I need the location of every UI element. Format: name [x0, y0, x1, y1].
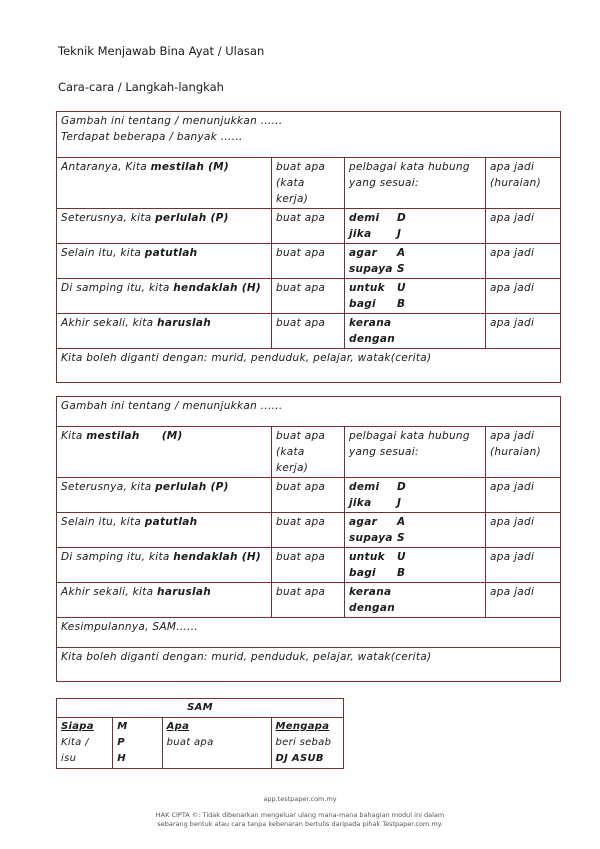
note-cell: Kita boleh diganti dengan: murid, penduduk, pelajar, watak(cerita): [57, 349, 561, 383]
table-row: Di samping itu, kita hendaklah (H) buat apa untuk U bagi B apa jadi: [57, 548, 561, 583]
table-row: Di samping itu, kita hendaklah (H) buat apa untuk U bagi B apa jadi: [57, 279, 561, 314]
table-row: Antaranya, Kita mestilah (M) buat apa (kata kerja) pelbagai kata hubung yang sesuai: apa jadi (huraian): [57, 158, 561, 209]
sam-table: [56, 698, 344, 769]
intro-cell: Gambah ini tentang / menunjukkan ......: [57, 397, 561, 427]
footer-copyright: HAK CIPTA ©: Tidak dibenarkan mengeluar ulang mana-mana bahagian modul ini dalam sebarang bentuk atau cara tanpa kebenaran bertulis daripada pihak Testpaper.com.my.: [155, 811, 445, 828]
note-cell: Kita boleh diganti dengan: murid, penduduk, pelajar, watak(cerita): [57, 648, 561, 682]
footer-site: app.testpaper.com.my: [263, 795, 337, 803]
method-table-1: [56, 111, 561, 383]
method-table-2: [56, 396, 561, 682]
page-subheading: Cara-cara / Langkah-langkah: [58, 80, 224, 94]
conclusion-cell: Kesimpulannya, SAM......: [57, 618, 561, 648]
table-row: Seterusnya, kita perlulah (P) buat apa demi D jika J apa jadi: [57, 209, 561, 244]
table-row: Kita mestilah (M) buat apa (kata kerja) pelbagai kata hubung yang sesuai: apa jadi (huraian): [57, 427, 561, 478]
table-row: Siapa Kita / isu M P H Apa buat apa Mengapa beri sebab DJ ASUB: [57, 718, 344, 769]
table-row: Seterusnya, kita perlulah (P) buat apa demi D jika J apa jadi: [57, 478, 561, 513]
sam-title: SAM: [57, 699, 344, 718]
table-row: Akhir sekali, kita haruslah buat apa kerana dengan apa jadi: [57, 314, 561, 349]
table-row: Selain itu, kita patutlah buat apa agar A supaya S apa jadi: [57, 244, 561, 279]
page-heading: Teknik Menjawab Bina Ayat / Ulasan: [58, 44, 265, 58]
intro-cell: Gambah ini tentang / menunjukkan ...... Terdapat beberapa / banyak ......: [57, 112, 561, 158]
table-row: Selain itu, kita patutlah buat apa agar A supaya S apa jadi: [57, 513, 561, 548]
table-row: Akhir sekali, kita haruslah buat apa kerana dengan apa jadi: [57, 583, 561, 618]
